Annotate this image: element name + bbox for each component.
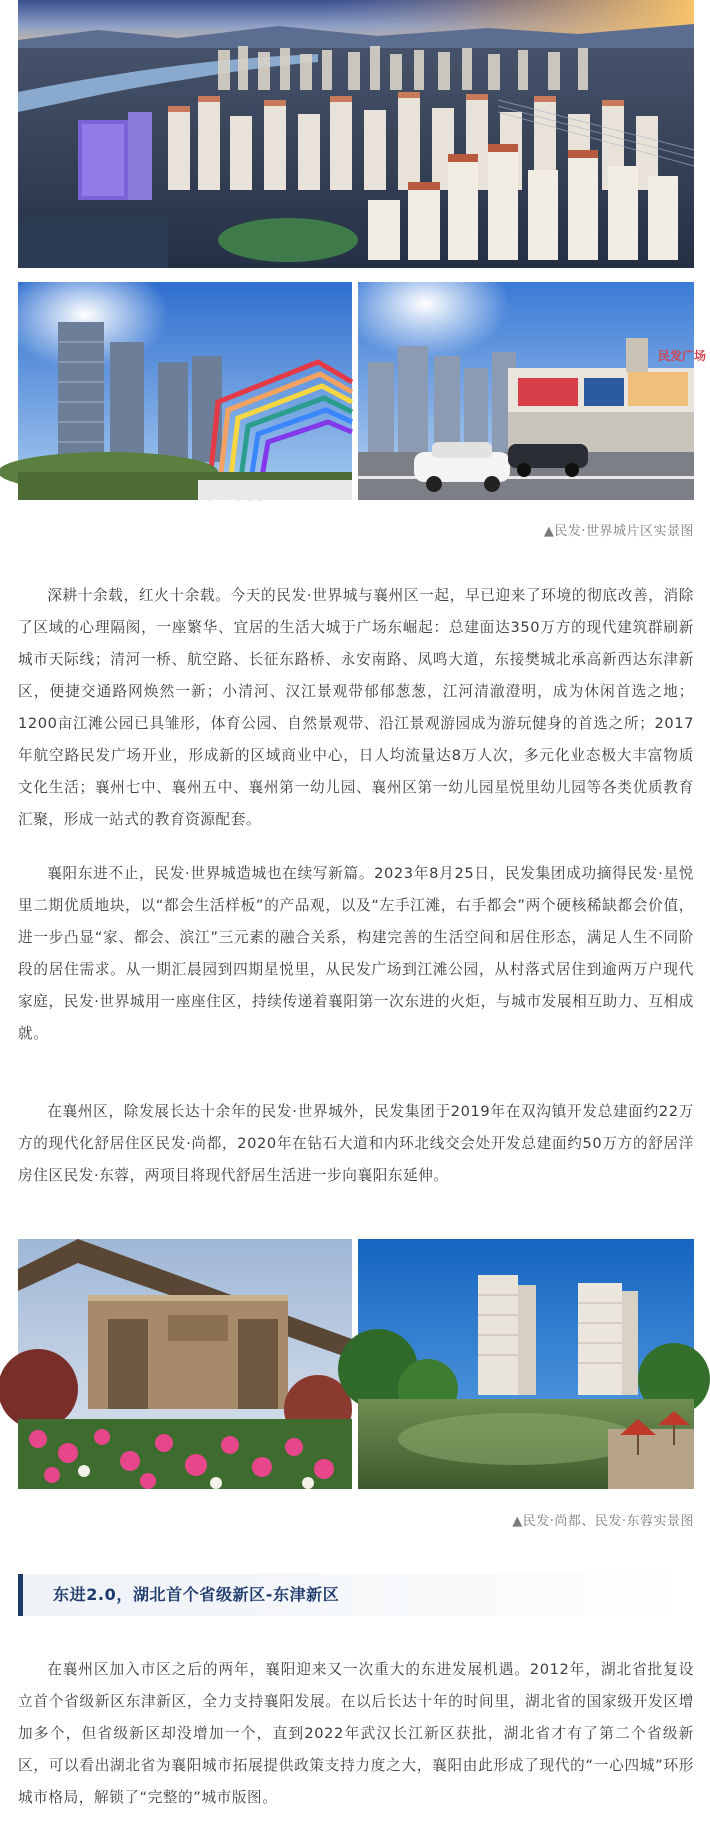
towers-rainbow-sculpture-photo — [18, 282, 352, 500]
dongrong-pond-towers-photo — [358, 1239, 694, 1489]
paragraph-world-city-development: 深耕十余载，红火十余载。今天的民发·世界城与襄州区一起，早已迎来了环境的彻底改善，消除了区域的心理隔阂，一座繁华、宜居的生活大城于广场东崛起：总建面达350万方的现代建筑群刷新城市天际线；清河一桥、航空路、长征东路桥、永安南路、凤鸣大道，东接樊城北承高新西达东津新区，便捷交通路网焕然一新；小清河、汉江景观带郁郁葱葱，江河清澈澄明，成为休闲首选之地；1200亩江滩公园已具雏形，体育公园、自然景观带、沿江景观游园成为游玩健身的首选之所；2017年航空路民发广场开业，形成新的区域商业中心，日人均流量达8万人次，多元化业态极大丰富物质文化生活；襄州七中、襄州五中、襄州第一幼儿园、襄州区第一幼儿园星悦里幼儿园等各类优质教育汇聚，形成一站式的教育资源配套。 — [18, 587, 694, 828]
section-heading-east-expansion: 东进2.0，湖北首个省级新区-东津新区 — [18, 1574, 694, 1616]
paragraph-shangdu-dongrong: 在襄州区，除发展长达十余年的民发·世界城外，民发集团于2019年在双沟镇开发总建面约22万方的现代化舒居住区民发·尚都，2020年在钻石大道和内环北线交会处开发总建面约50万方的舒居洋房住区民发·东蓉，两项目将现代舒居生活进一步向襄阳东延伸。 — [18, 1103, 694, 1184]
aerial-city-photo — [18, 0, 694, 268]
plaza-street-cars-photo — [358, 282, 707, 500]
paragraph-dongjin-new-district: 在襄州区加入市区之后的两年，襄阳迎来又一次重大的东进发展机遇。2012年，湖北省批复设立首个省级新区东津新区，全力支持襄阳发展。在以后长达十年的时间里，湖北省的国家级开发区增加多个，但省级新区却没增加一个，直到2022年武汉长江新区获批，湖北省才有了第二个省级新区，可以看出湖北省为襄阳城市拓展提供政策支持力度之大，襄阳由此形成了现代的“一心四城”环形城市格局，解锁了“完整的”城市版图。 — [18, 1661, 694, 1806]
paragraph-xingyueli-acquisition: 襄阳东进不止，民发·世界城造城也在续写新篇。2023年8月25日，民发集团成功摘得民发·星悦里二期优质地块，以“都会生活样板”的产品观，以及“左手江滩，右手都会”两个硬核稀缺都会价值，进一步凸显“家、都会、滨江”三元素的融合关系，构建完善的生活空间和居住形态，满足人生不同阶段的居住需求。从一期汇晨园到四期星悦里，从民发广场到江滩公园，从村落式居住到逾两万户现代家庭，民发·世界城用一座座住区，持续传递着襄阳第一次东进的火炬，与城市发展相互助力、互相成就。 — [18, 865, 694, 1042]
photo-caption-shangdu-dongrong: ▲民发·尚都、民发·东蓉实景图 — [512, 1514, 694, 1529]
photo-caption-world-city: ▲民发·世界城片区实景图 — [543, 524, 694, 539]
shangdu-gate-flowers-photo — [18, 1239, 352, 1489]
mall-sign-text: 民发广场 — [658, 349, 707, 363]
